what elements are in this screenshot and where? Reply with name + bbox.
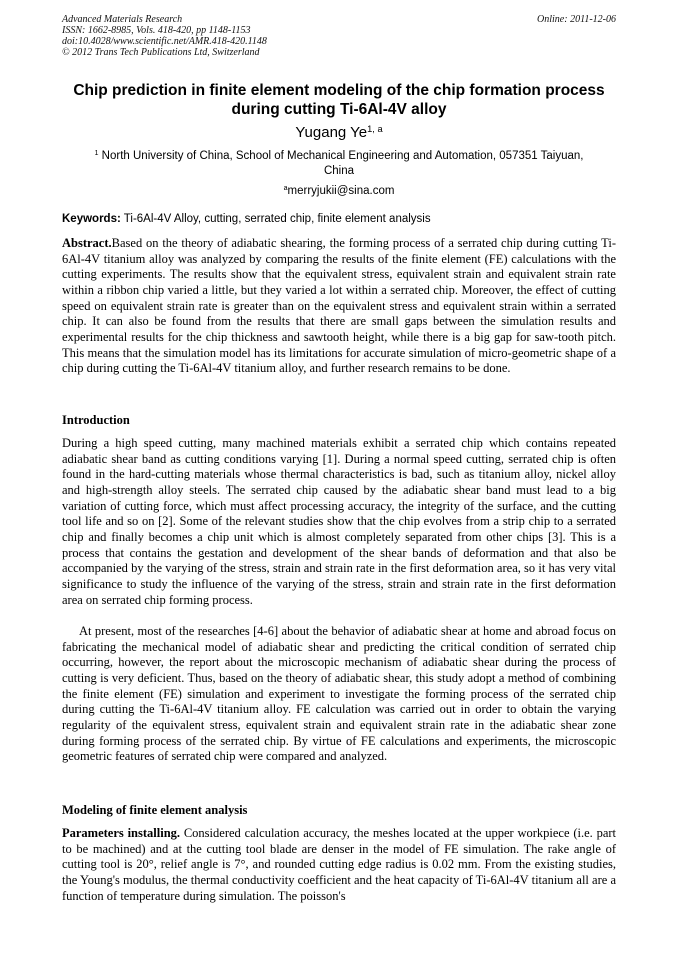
- journal-header: [62, 14, 616, 58]
- modeling-heading: Modeling of finite element analysis: [62, 803, 248, 817]
- affiliation: [62, 149, 616, 179]
- title-line-1: Chip prediction in finite element modeling of the chip formation process: [73, 82, 605, 99]
- introduction-paragraph-1: During a high speed cutting, many machined materials exhibit a serrated chip which contains repeated adiabatic shear band as cutting conditions varying [1]. During a normal speed cutting, serrated chip is often found in the hard-cutting materials whose thermal characteristics is bad, such as titanium alloy, nickel alloy and high-strength alloy steels. The serrated chip caused by the adiabatic shear band must lead to a big variation of cutting force, which must affect processing accuracy, the integrity of the surface, and the cutting tool life and so on [2]. Some of the relevant studies show that the chip evolves from a strip chip to a serrated chip and finally becomes a chip unit which is almost completely separated from other chips [3]. This is a process that contains the gestation and development of the shear bands of deformation and that also be accompanied by the varying of the stress, strain and strain rate in the first deformation area, so it has very vital significance to study the influence of the varying of the stress, strain and strain rate in the first deformation area on serrated chip forming process.: [62, 436, 616, 607]
- introduction-paragraph-2: At present, most of the researches [4-6] about the behavior of adiabatic shear at home and abroad focus on fabricating the mechanical model of adiabatic shear and predicting the critical condition of serrated chip occurring, however, the report about the microscopic mechanism of adiabatic shear during the process of cutting is very deficient. Thus, based on the theory of adiabatic shear, this study adopt a method of combining the finite element (FE) simulation and experiment to investigate the forming process of the serrated chip during cutting the Ti-6Al-4V titanium alloy. FE calculation was carried out in order to obtain the varying regularity of the equivalent stress, equivalent strain and equivalent strain rate in the adiabatic shear zone during forming process of the serrated chip. By virtue of FE calculations and experiments, the microscopic geometric features of serrated chip were compared and analyzed.: [62, 624, 616, 764]
- author-superscript: 1, a: [367, 123, 383, 134]
- author-email: [0, 184, 678, 199]
- keywords: [62, 212, 616, 227]
- author: [0, 124, 678, 142]
- paper-title: [50, 81, 628, 119]
- abstract-label: Abstract.: [62, 236, 112, 250]
- online-date: Online: 2011-12-06: [537, 14, 616, 25]
- email-superscript: a: [283, 184, 288, 193]
- email-address: merryjukii@sina.com: [287, 185, 395, 197]
- issn-line: ISSN: 1662-8985, Vols. 418-420, pp 1148-1153: [62, 25, 251, 36]
- keywords-label: Keywords:: [62, 213, 121, 225]
- author-name: Yugang Ye: [295, 124, 368, 141]
- affiliation-superscript: 1: [94, 149, 99, 158]
- affiliation-line-2: China: [323, 165, 355, 177]
- abstract: [62, 236, 616, 377]
- parameters-text: Considered calculation accuracy, the meshes located at the upper workpiece (i.e. part to be machined) and at the cutting tool blade are denser in the model of FE simulation. The rake angle of cutting tool is 20°, relief angle is 7°, and rounded cutting edge radius is 0.02 mm. From the existing studies, the Young's modulus, the thermal conductivity coefficient and the heat capacity of Ti-6Al-4V titanium all are a function of temperature during simulation. The poisson's: [62, 826, 617, 903]
- doi-line: doi:10.4028/www.scientific.net/AMR.418-420.1148: [62, 36, 267, 47]
- parameters-label: Parameters installing.: [62, 826, 181, 840]
- title-line-2: during cutting Ti-6Al-4V alloy: [231, 101, 447, 118]
- header-citation: [62, 14, 616, 58]
- introduction-heading: Introduction: [62, 413, 130, 427]
- abstract-text: Based on the theory of adiabatic shearing, the forming process of a serrated chip during cutting Ti-6Al-4V titanium alloy was analyzed by comparing the results of the finite element (FE) calculations with the cutting experiments. The results show that the equivalent stress, equivalent strain and equivalent strain rate within a ribbon chip varied a little, but they varied a lot within a serrated chip. Moreover, the effect of cutting speed on equivalent strain rate is greater than on the equivalent stress and equivalent strain within a serrated chip. It can also be found from the results that there are small gaps between the simulation results and experimental results for the chip thickness and sawtooth height, while there is a big gap for saw-tooth pitch. This means that the simulation model has its limitations for accurate simulation of micro-geometric shape of a chip during cutting the Ti-6Al-4V titanium alloy, and further research remains to be done.: [62, 236, 616, 376]
- affiliation-line-1: North University of China, School of Mechanical Engineering and Automation, 057351 Taiyuan,: [101, 150, 584, 162]
- journal-name: Advanced Materials Research: [62, 14, 183, 25]
- parameters-paragraph: [62, 826, 616, 904]
- copyright-line: © 2012 Trans Tech Publications Ltd, Switzerland: [62, 47, 260, 58]
- keywords-text: Ti-6Al-4V Alloy, cutting, serrated chip, finite element analysis: [123, 213, 431, 225]
